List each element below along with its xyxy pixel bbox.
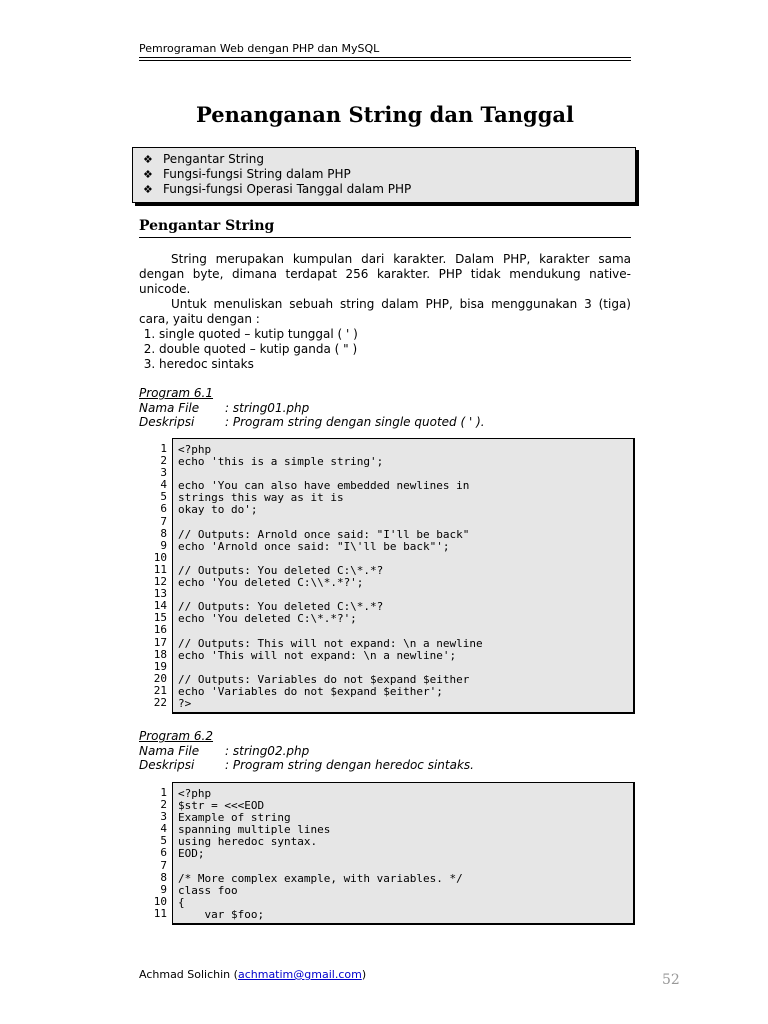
code-block: <?php echo 'this is a simple string'; echo 'You can also have embedded newlines in strings this way as it is okay to do'; // Outputs: Arnold once said: "I'll be back" echo 'Arnold once said: "I\'ll be back"'; // Outputs: You deleted C:\*.*? echo 'You deleted C:\\*.*?'; // Outputs: You deleted C:\*.*? echo 'You deleted C:\*.*?'; // Outputs: This will not expand: \n a newline echo 'This will not expand: \n a newline'; // Outputs: Variables do not $expand $either echo 'Variables do not $expand $either'; ?> (172, 438, 635, 714)
diamond-bullet-icon: ❖ (143, 168, 153, 181)
file-name-value: : string01.php (225, 400, 310, 415)
program-1-code-listing (139, 438, 635, 714)
code-table (139, 438, 635, 714)
file-name-label: Nama File (139, 400, 200, 415)
description-value: : Program string dengan single quoted ( ' ). (225, 415, 485, 429)
contents-item (143, 152, 635, 167)
description-label: Deskripsi (139, 415, 195, 429)
footer-author: Achmad Solichin (achmatim@gmail.com) (139, 968, 367, 981)
list-item: 1. single quoted – kutip tunggal ( ' ) (159, 327, 631, 342)
chapter-contents-box (132, 147, 636, 203)
diamond-bullet-icon: ❖ (143, 183, 153, 196)
file-name-row (139, 401, 631, 416)
contents-item-label: Pengantar String (163, 152, 264, 166)
paragraph-ways: Untuk menuliskan sebuah string dalam PHP, bisa menggunakan 3 (tiga) cara, yaitu dengan : (139, 297, 631, 326)
chapter-contents-list (133, 148, 635, 197)
code-block: <?php $str = <<<EOD Example of string spanning multiple lines using heredoc syntax. EOD; /* More complex example, with variables. */ class foo { var $foo; (172, 782, 635, 925)
file-name-label: Nama File (139, 743, 200, 758)
contents-item-label: Fungsi-fungsi Operasi Tanggal dalam PHP (163, 182, 412, 196)
line-numbers: 1 2 3 4 5 6 7 8 9 10 11 (153, 786, 167, 920)
paragraph-intro: String merupakan kumpulan dari karakter. Dalam PHP, karakter sama dengan byte, dimana terdapat 256 karakter. PHP tidak mendukung native-unicode. (139, 252, 631, 296)
author-name: Achmad Solichin (139, 968, 231, 981)
section-body (139, 252, 631, 372)
description-row (139, 758, 631, 773)
description-value: : Program string dengan heredoc sintaks. (225, 758, 474, 772)
program-title: Program 6.1 (139, 386, 214, 400)
list-item: 3. heredoc sintaks (159, 357, 631, 372)
contents-item (143, 167, 635, 182)
running-header: Pemrograman Web dengan PHP dan MySQL (139, 42, 631, 58)
section-heading: Pengantar String (139, 218, 631, 238)
author-email-link[interactable]: achmatim@gmail.com (237, 968, 362, 981)
program-2-code-listing (139, 782, 635, 925)
description-label: Deskripsi (139, 758, 195, 772)
program-title: Program 6.2 (139, 729, 214, 743)
chapter-title: Penanganan String dan Tanggal (196, 102, 574, 127)
page-number: 52 (662, 972, 680, 988)
program-1-info (139, 386, 631, 430)
file-name-row (139, 744, 631, 759)
diamond-bullet-icon: ❖ (143, 153, 153, 166)
description-row (139, 415, 631, 430)
code-table (139, 782, 635, 925)
file-name-value: : string02.php (225, 743, 310, 758)
contents-item (143, 182, 635, 197)
string-ways-list (139, 327, 631, 372)
contents-item-label: Fungsi-fungsi String dalam PHP (163, 167, 351, 181)
line-numbers: 1 2 3 4 5 6 7 8 9 10 11 12 13 14 15 16 17 18 19 20 21 22 (153, 442, 167, 709)
list-item: 2. double quoted – kutip ganda ( " ) (159, 342, 631, 357)
program-2-info (139, 729, 631, 773)
